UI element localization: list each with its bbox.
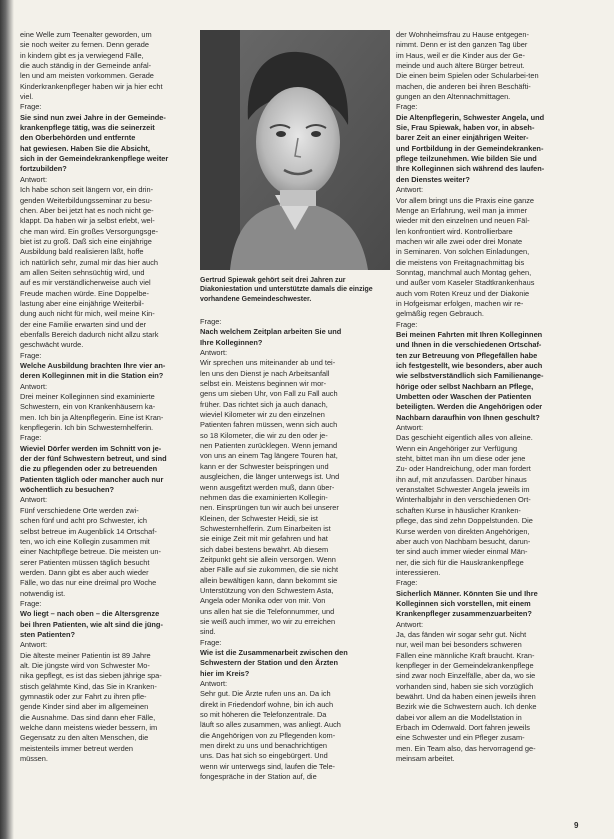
question-line: Wieviel Dörfer werden im Schnitt von je- bbox=[20, 443, 162, 453]
answer-line: meistenteils immer betreut werden bbox=[20, 743, 133, 753]
question-line: wöchentlich zu besuchen? bbox=[20, 485, 115, 495]
answer-line: dabei vor allem an die Modellstation in bbox=[396, 712, 522, 722]
question-line: Die Altenpflegerin, Schwester Angela, und bbox=[396, 112, 545, 122]
answer-line: Kurse werden von direkten Angehörigen, bbox=[396, 526, 530, 536]
answer-line: so 18 Kilometer, die wir zu den oder je- bbox=[200, 430, 328, 440]
answer-line: viel. bbox=[20, 92, 34, 102]
section-label: Frage: bbox=[200, 637, 222, 647]
question-line: deren Kolleginnen mit in die Station ein? bbox=[20, 371, 164, 381]
section-label: Frage: bbox=[20, 433, 42, 443]
answer-line: gymnastik oder zur Fahrt zu ihren pfle- bbox=[20, 692, 147, 701]
question-line: Umbetten oder Waschen der Patienten bbox=[396, 392, 532, 402]
answer-line: kenpflegerin. Ich bin Schwesternhelferin. bbox=[20, 423, 154, 433]
answer-line: fongespräche in der Station auf, die bbox=[200, 772, 317, 782]
answer-line: Unterstützung von den Schwestern Asta, bbox=[200, 585, 334, 595]
question-line: wie selbstverständlich sich Familienange- bbox=[396, 371, 544, 381]
answer-line: len uns den Dienst je nach Arbeitsanfall bbox=[200, 368, 330, 378]
answer-line: Bezirk wie die Schwestern auch. Ich denke bbox=[396, 702, 537, 712]
answer-line: werden. Dann gibt es aber auch wieder bbox=[20, 567, 149, 577]
answer-line: men direkt zu uns und benachrichtigen bbox=[200, 741, 327, 751]
answer-line: Sonntag, manchmal auch Montag gehen, bbox=[396, 267, 532, 277]
answer-line: eine Welle zum Teenalter geworden, um bbox=[20, 30, 152, 39]
answer-line: Die älteste meiner Patientin ist 89 Jahre bbox=[20, 650, 151, 660]
answer-line: Menge an Erfahrung, weil man ja immer bbox=[396, 205, 528, 215]
question-line: Schwestern der Station und den Ärzten bbox=[200, 658, 338, 668]
answer-line: selbst betreue im Augenblick 14 Ortschaf- bbox=[20, 526, 157, 536]
answer-line: Ausbildung bald realisieren läßt, hoffe bbox=[20, 247, 144, 257]
answer-line: in Hofgeismar erfolgen, machen wir re- bbox=[396, 298, 524, 308]
answer-line: alt. Die jüngste wird von Schwester Mo- bbox=[20, 660, 150, 670]
answer-line: serer Patienten müssen täglich besucht bbox=[20, 557, 150, 567]
answer-line: klappt. Da haben wir ja selbst erlebt, wel- bbox=[20, 216, 155, 226]
question-line: Sicherlich Männer. Könnten Sie und Ihre bbox=[396, 588, 538, 598]
answer-line: wenn wir unterwegs sind, laufen die Tele- bbox=[200, 761, 336, 771]
answer-line: sie weiß auch immer, wo wir zu erreichen bbox=[200, 616, 336, 626]
question-line: Wo liegt – nach oben – die Altersgrenze bbox=[20, 609, 160, 619]
answer-line: Wir sprechen uns miteinander ab und tei- bbox=[200, 358, 336, 368]
question-line: Sie, Frau Spiewak, haben vor, in abseh- bbox=[396, 123, 535, 133]
answer-line: die meistens von Freitagnachmittag bis bbox=[396, 257, 525, 267]
answer-line: Winterhalbjahr in den verschiedenen Ort- bbox=[396, 495, 531, 505]
answer-line: uns allen hat sie die Telefonnummer, und bbox=[200, 606, 335, 616]
answer-line: gende Kinder sind aber im allgemeinen bbox=[20, 702, 149, 712]
answer-line: Fünf verschiedene Orte werden zwi- bbox=[20, 505, 139, 515]
answer-line: ich natürlich sehr, zumal mir das hier auch bbox=[20, 257, 159, 267]
question-line: ten zur Betreuung von Pflegefällen habe bbox=[396, 350, 538, 360]
answer-line: sie noch weiter zu fernen. Denn gerade bbox=[20, 40, 150, 50]
answer-line: in Seminaren. Von solchen Einladungen, bbox=[396, 247, 530, 257]
answer-line: ner, die sich für die Hauskrankenpflege bbox=[396, 557, 524, 567]
answer-line: früher. Das richtet sich ja auch danach, bbox=[200, 399, 328, 409]
section-label: Frage: bbox=[396, 578, 418, 588]
answer-line: auch vom Roten Kreuz und der Diakonie bbox=[396, 288, 530, 298]
answer-line: meinde und auch ältere Bürger betreut. bbox=[396, 61, 525, 71]
answer-line: am allen Seiten sehnsüchtig wird, und bbox=[20, 267, 145, 277]
answer-line: so mit höheren die Telefonzentrale. Da bbox=[200, 710, 327, 720]
answer-line: kann er der Schwester beispringen und bbox=[200, 461, 329, 471]
question-line: den Oberbehörden und entfernte bbox=[20, 133, 136, 143]
answer-line: men. Ein Team also, das hervorragend ge- bbox=[396, 743, 536, 753]
answer-line: Das geschieht eigentlich alles von alleine. bbox=[396, 433, 533, 443]
answer-line: geschwächt wurde. bbox=[20, 340, 84, 350]
answer-line: Angela oder Monika oder von mir. Von bbox=[200, 596, 326, 606]
question-line: und Fortbildung in der Gemeindekranken- bbox=[396, 143, 544, 153]
answer-line: Zu- oder Handreichung, oder man fordert bbox=[396, 464, 531, 474]
page-number: 9 bbox=[574, 821, 579, 830]
answer-line: auf es mir verständlicherweise auch viel bbox=[20, 278, 151, 288]
answer-line: ebenfalls Bereich dadurch nicht allzu stark bbox=[20, 329, 159, 339]
question-line: die zu pflegenden oder zu betreuenden bbox=[20, 464, 158, 474]
answer-line: Kinderkrankenpfleger haben wir ja hier echt bbox=[20, 81, 163, 91]
answer-line: aber auch von Nachbarn besucht, darun- bbox=[396, 536, 531, 546]
answer-line: die auch ständig in der Gemeinde anfal- bbox=[20, 61, 152, 71]
section-label: Antwort: bbox=[396, 619, 424, 629]
answer-line: selbst ein. Meistens beginnen wir mor- bbox=[200, 379, 327, 389]
answer-line: biet ist zu groß. Daß sich eine einjährige bbox=[20, 236, 152, 246]
answer-line: Kleinen, der Schwester Heidi, sie ist bbox=[200, 513, 318, 523]
answer-line: nimmt. Denn er ist den ganzen Tag über bbox=[396, 40, 528, 50]
section-label: Antwort: bbox=[20, 381, 48, 391]
answer-line: genden Weiterbildungsseminar zu besu- bbox=[20, 195, 153, 205]
question-line: Welche Ausbildung brachten Ihre vier an- bbox=[20, 361, 166, 370]
question-line: barer Zeit an einer einjährigen Weiter- bbox=[396, 133, 529, 143]
answer-line: stisch gelähmte Kind, das Sie in Kranken- bbox=[20, 681, 157, 691]
answer-line: ten, wo ich eine Kollegin zusammen mit bbox=[20, 536, 150, 546]
answer-line: nen. Einsprüngen tun wir auch bei unserer bbox=[200, 503, 339, 513]
answer-line: sie einige Zeit mit mir gefahren und hat bbox=[200, 534, 328, 544]
answer-line: che man wird. Ein großes Versorgungsge- bbox=[20, 226, 159, 236]
answer-line: sich dabei bestens bewährt. Ab diesem bbox=[200, 544, 329, 554]
answer-line: Schwesternhelferin. Zum Einarbeiten ist bbox=[200, 523, 331, 533]
answer-line: Gegensatz zu den alten Menschen, die bbox=[20, 733, 149, 743]
question-line: Patienten täglich oder mancher auch nur bbox=[20, 474, 164, 484]
answer-line: machen, die anderen bei ihren Beschäfti- bbox=[396, 81, 531, 91]
answer-line: wieviel Kilometer wir zu den einzelnen bbox=[200, 410, 325, 420]
portrait-illustration bbox=[200, 30, 390, 270]
answer-line: einer Nachtpflege betreue. Die meisten un- bbox=[20, 547, 161, 557]
answer-line: läuft so alles zusammen, was anliegt. Auch bbox=[200, 720, 341, 730]
question-line: der der fünf Schwestern betreut, und sind bbox=[20, 454, 167, 464]
answer-line: die Ausnahme. Das sind dann eher Fälle, bbox=[20, 712, 156, 722]
question-line: hat gewiesen. Haben Sie die Absicht, bbox=[20, 143, 150, 153]
answer-line: chen. Aber bei jetzt hat es noch nicht ge- bbox=[20, 205, 154, 215]
question-line: und Ihnen in die verschiedenen Ortschaf- bbox=[396, 340, 542, 350]
answer-line: veranstaltet Schwester Angela jeweils im bbox=[396, 485, 530, 495]
answer-line: wieder mit den einzelnen und neuen Fäl- bbox=[396, 216, 530, 226]
answer-line: nika gepflegt, es ist das sieben jährige spa- bbox=[20, 671, 162, 681]
answer-line: gungen an den Altennachmittagen. bbox=[396, 92, 511, 102]
answer-line: in kindern gibt es ja verwiegend Fälle, bbox=[20, 50, 144, 60]
answer-line: meinsam arbeitet. bbox=[396, 754, 455, 764]
section-label: Antwort: bbox=[20, 174, 48, 184]
answer-line: Patienten fahren müssen, wenn sich auch bbox=[200, 420, 338, 430]
answer-line: lastung aber eine einjährige Weiterbil- bbox=[20, 298, 144, 308]
answer-line: gelmäßig regen Gebrauch. bbox=[396, 309, 484, 319]
section-label: Antwort: bbox=[20, 640, 48, 650]
answer-line: kenpfleger in der Gemeindekrankenpflege bbox=[396, 660, 534, 670]
portrait-photo bbox=[200, 30, 390, 270]
answer-line: uns. Das hat sich so eingebürgert. Und bbox=[200, 751, 328, 761]
answer-line: die Angehörigen von zu Pflegenden kom- bbox=[200, 730, 336, 740]
question-line: sten Patienten? bbox=[20, 629, 76, 639]
answer-line: interessieren. bbox=[396, 567, 441, 577]
section-label: Frage: bbox=[396, 319, 418, 329]
answer-line: der Wohnheimsfrau zu Hause entgegen- bbox=[396, 30, 529, 39]
section-label: Antwort: bbox=[200, 348, 228, 358]
answer-line: Schwestern, ein von Krankenhäusern ka- bbox=[20, 402, 156, 412]
question-line: Nach welchem Zeitplan arbeiten Sie und bbox=[200, 327, 342, 337]
section-label: Frage: bbox=[396, 102, 418, 112]
question-line: Sie sind nun zwei Jahre in der Gemeinde- bbox=[20, 112, 166, 122]
question-line: Ihre Kolleginnen? bbox=[200, 337, 263, 347]
answer-line: allein bewältigen kann, dann bekommt sie bbox=[200, 575, 338, 585]
answer-line: ausgleichen, die länger unterwegs ist. Und bbox=[200, 472, 340, 482]
question-line: Nachbarn daraufhin von Ihnen geschult? bbox=[396, 412, 540, 422]
section-label: Antwort: bbox=[20, 495, 48, 505]
answer-line: im Haus, weil er die Kinder aus der Ge- bbox=[396, 50, 525, 60]
question-line: den Dienstes weiter? bbox=[396, 174, 470, 184]
answer-line: direkt in Friedendorf wohne, bin ich auch bbox=[200, 699, 334, 709]
question-line: Ihre Kolleginnen sich während des laufen- bbox=[396, 164, 545, 174]
answer-line: steht, bittet man ihn um diese oder jene bbox=[396, 454, 526, 464]
section-label: Antwort: bbox=[396, 423, 424, 433]
section-label: Antwort: bbox=[200, 679, 228, 689]
answer-line: ter sind auch immer wieder einmal Män- bbox=[396, 547, 528, 557]
section-label: Antwort: bbox=[396, 185, 424, 195]
question-line: krankenpflege tätig, was die seinerzeit bbox=[20, 123, 155, 133]
question-line: hörige oder selbst Nachbarn an Pflege, bbox=[396, 381, 534, 391]
answer-line: Wenn ein Angehöriger zur Verfügung bbox=[396, 443, 518, 453]
answer-line: Freude machen würde. Eine Doppelbe- bbox=[20, 288, 150, 298]
answer-line: Ich habe schon seit längern vor, ein drin- bbox=[20, 185, 154, 195]
section-label: Frage: bbox=[200, 317, 222, 326]
question-line: beteiligten. Werden die Angehörigen oder bbox=[396, 402, 543, 412]
answer-line: und außer vom Kaseler Stadtkrankenhaus bbox=[396, 278, 535, 288]
answer-line: Ja, das fänden wir sogar sehr gut. Nicht bbox=[396, 629, 527, 639]
answer-line: Fällen eine männliche Kraft braucht. Kran- bbox=[396, 650, 535, 660]
section-label: Frage: bbox=[20, 102, 42, 112]
question-line: Kolleginnen sich vorstellen, mit einem bbox=[396, 598, 531, 608]
question-line: sich in der Gemeindekrankenpflege weiter bbox=[20, 154, 169, 164]
answer-line: vorhanden sind, haben sie sich vorzüglich bbox=[396, 681, 534, 691]
answer-line: Zeitpunkt geht sie allein versorgen. Wenn bbox=[200, 554, 336, 564]
answer-line: nur, weil man bei besonders schweren bbox=[396, 640, 522, 650]
question-line: hier im Kreis? bbox=[200, 668, 250, 678]
answer-line: len konfrontiert wird. Kontrollierbare bbox=[396, 226, 513, 236]
question-line: ich festgestellt, wie besonders, aber auch bbox=[396, 361, 543, 370]
column-middle bbox=[200, 317, 390, 782]
answer-line: len und am meisten vorkommen. Gerade bbox=[20, 71, 154, 81]
column-right bbox=[396, 30, 583, 764]
answer-line: nen Patienten zurücklegen. Wenn jemand bbox=[200, 441, 338, 451]
question-line: Krankenpfleger zusammenzuarbeiten? bbox=[396, 609, 532, 619]
answer-line: der eine Familie erwarten sind und der bbox=[20, 319, 147, 329]
answer-line: müssen. bbox=[20, 754, 48, 764]
answer-line: pflege, das sind zehn Doppelstunden. Die bbox=[396, 516, 533, 526]
answer-line: sind zwar noch Einzelfälle, aber da, wo sie bbox=[396, 671, 536, 681]
answer-line: machen wir alle zwei oder drei Monate bbox=[396, 236, 523, 246]
section-label: Frage: bbox=[20, 350, 42, 360]
answer-line: dung auch nicht für mich, weil meine Kin- bbox=[20, 309, 155, 319]
photo-caption: Gertrud Spiewak gehört seit drei Jahren zur Diakoniestation und unterstützte damals die einzige vorhandene Gemeindeschwester. bbox=[200, 277, 373, 303]
answer-line: eine Schwester und ein Pfleger zusam- bbox=[396, 733, 525, 743]
column-left bbox=[20, 30, 196, 764]
answer-line: aber Fälle auf sie zukommen, die sie nicht bbox=[200, 565, 339, 575]
answer-line: Fälle, wo das nur eine dreimal pro Woche bbox=[20, 578, 157, 588]
answer-line: gens um sieben Uhr, von Fall zu Fall auch bbox=[200, 389, 338, 399]
answer-line: ihn auf, mit anzufassen. Darüber hinaus bbox=[396, 474, 527, 484]
question-line: pflege teilzunehmen. Wie bilden Sie und bbox=[396, 154, 537, 164]
answer-line: nehmen das die examinierten Kollegin- bbox=[200, 492, 328, 502]
answer-line: von uns an einem Tag längere Touren hat, bbox=[200, 451, 338, 461]
answer-line: Erbach im Odenwald. Dort fahren jeweils bbox=[396, 723, 530, 733]
section-label: Frage: bbox=[20, 598, 42, 608]
answer-line: men. Ich bin ja Altenpflegerin. Eine ist Kran- bbox=[20, 412, 164, 422]
binding-shadow bbox=[0, 0, 14, 839]
answer-line: Vor allem bringt uns die Praxis eine ganze bbox=[396, 195, 535, 205]
question-line: Wie ist die Zusammenarbeit zwischen den bbox=[200, 648, 348, 657]
answer-line: schen fünf und acht pro Schwester, ich bbox=[20, 516, 147, 526]
question-line: Bei meinen Fahrten mit Ihren Kolleginnen bbox=[396, 329, 543, 339]
answer-line: bewährt. Und da haben einen jeweils ihren bbox=[396, 692, 536, 701]
answer-line: Sehr gut. Die Ärzte rufen uns an. Da ich bbox=[200, 689, 331, 699]
answer-line: Drei meiner Kolleginnen sind examinierte bbox=[20, 392, 155, 402]
answer-line: sind. bbox=[200, 627, 216, 637]
question-line: fortzubilden? bbox=[20, 164, 67, 174]
answer-line: schaften Kurse in häuslicher Kranken- bbox=[396, 505, 521, 515]
answer-line: Die einen beim Spielen oder Schularbei-ten bbox=[396, 71, 539, 81]
question-line: bei Ihren Patienten, wie alt sind die jüng- bbox=[20, 619, 163, 629]
answer-line: notwendig ist. bbox=[20, 588, 66, 598]
answer-line: welche dann meistens wieder bessern, im bbox=[20, 723, 158, 733]
answer-line: wenn ausgefitzt werden muß, dann über- bbox=[200, 482, 335, 492]
